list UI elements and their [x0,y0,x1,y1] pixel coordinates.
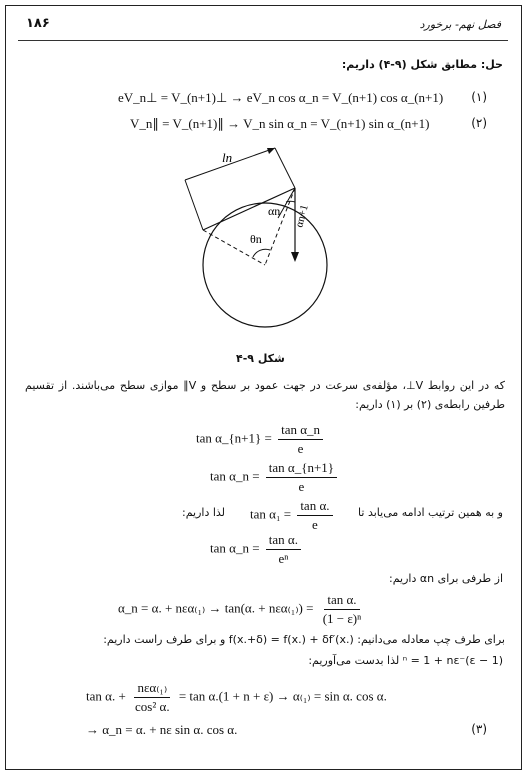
final-line-rhs: = tan α.(1 + n + ε) → α₍₁₎ = sin α. cos α. [178,688,387,704]
frac-line-1-lhs: tan α_{n+1} = [196,430,272,446]
ln-arrowhead [267,148,275,154]
final-line [86,680,387,715]
frac-line-3-text: و به همین ترتیب ادامه می‌یابد تا [358,506,503,519]
frac-line-2 [210,460,340,495]
equation-3-number: (۳) [471,722,487,736]
paragraph-4: (1 − ε)⁻ⁿ = 1 + nε لذا بدست می‌آوریم: [308,654,503,667]
frac-line-1-den: e [297,441,304,456]
paragraph-1: که در این روابط V⊥، مؤلفه‌ی سرعت در جهت عمود بر سطح و V∥ موازی سطح می‌باشند. از تقسیم طرفین رابطه‌ی (۲) بر (۱) داریم: [25,379,505,411]
theta-arc [253,249,270,257]
header-rule [18,40,508,41]
label-alpha-n1: αn+1 [293,203,311,229]
alpha-line-lhs: α_n = α. + nεα₍₁₎ → tan(α. + nεα₍₁₎) = [118,600,314,616]
page-number: ۱۸۶ [26,16,50,31]
final-equation: → α_n = α. + nε sin α. cos α. [86,722,238,737]
figure-9-4 [150,140,380,340]
final-line-fraction [132,680,173,715]
ln-extension-left [185,180,203,230]
frac-line-4 [210,532,304,567]
frac-line-2-den: e [298,479,305,494]
frac-line-3-den: e [312,517,318,532]
ln-extension-right [275,148,295,188]
label-ln: ln [222,150,233,165]
equation-1-number: (۱) [471,90,487,104]
equation-2-number: (۲) [471,116,487,130]
solution-intro: حل: مطابق شکل (۹-۴) داریم: [341,58,503,71]
alpha-line-fraction [320,592,365,627]
frac-line-4-num: tan α. [266,532,301,550]
final-line-lhs: tan α. + [86,688,126,704]
frac-line-2-fraction [266,460,337,495]
frac-line-4-fraction [266,532,301,567]
paragraph-2: از طرفی برای αn داریم: [389,572,503,585]
frac-line-1-num: tan α_n [278,422,323,440]
figure-caption: شکل ۹-۴ [236,352,285,365]
frac-line-3-fraction [297,498,332,533]
frac-line-4-den: eⁿ [278,551,289,566]
frac-line-4-lhs: tan α_n = [210,540,260,556]
alpha-line-num: tan α. [324,592,359,610]
vertical-arrowhead [291,252,299,262]
equation-1: eV_n⊥ = V_(n+1)⊥ → eV_n cos α_n = V_(n+1) cos α_(n+1) [118,90,444,105]
frac-line-3-tail: لذا داریم: [182,506,226,519]
alpha-line-den: (1 − ε)ⁿ [322,611,362,626]
frac-line-2-lhs: tan α_n = [210,468,260,484]
frac-line-3-lhs: tan α₁ = [250,506,292,522]
paragraph-3: برای طرف چپ معادله می‌دانیم: f(x.+δ) = f(x.) + δf′(x.) و برای طرف راست داریم: [103,633,505,646]
alpha-line [118,592,367,627]
frac-line-3 [250,498,336,533]
frac-line-1 [196,422,326,457]
frac-line-1-fraction [278,422,323,457]
label-theta-n: θn [250,232,262,246]
chapter-title: فصل نهم- برخورد [419,18,501,31]
label-alpha-n: αn [268,204,281,218]
frac-line-2-num: tan α_{n+1} [266,460,337,478]
frac-line-3-num: tan α. [297,498,332,516]
final-line-num: nεα₍₁₎ [134,680,170,698]
equation-2: V_n∥ = V_(n+1)∥ → V_n sin α_n = V_(n+1) sin α_(n+1) [130,116,430,131]
final-line-den: cos² α. [135,699,170,714]
alpha-arc [286,201,295,202]
